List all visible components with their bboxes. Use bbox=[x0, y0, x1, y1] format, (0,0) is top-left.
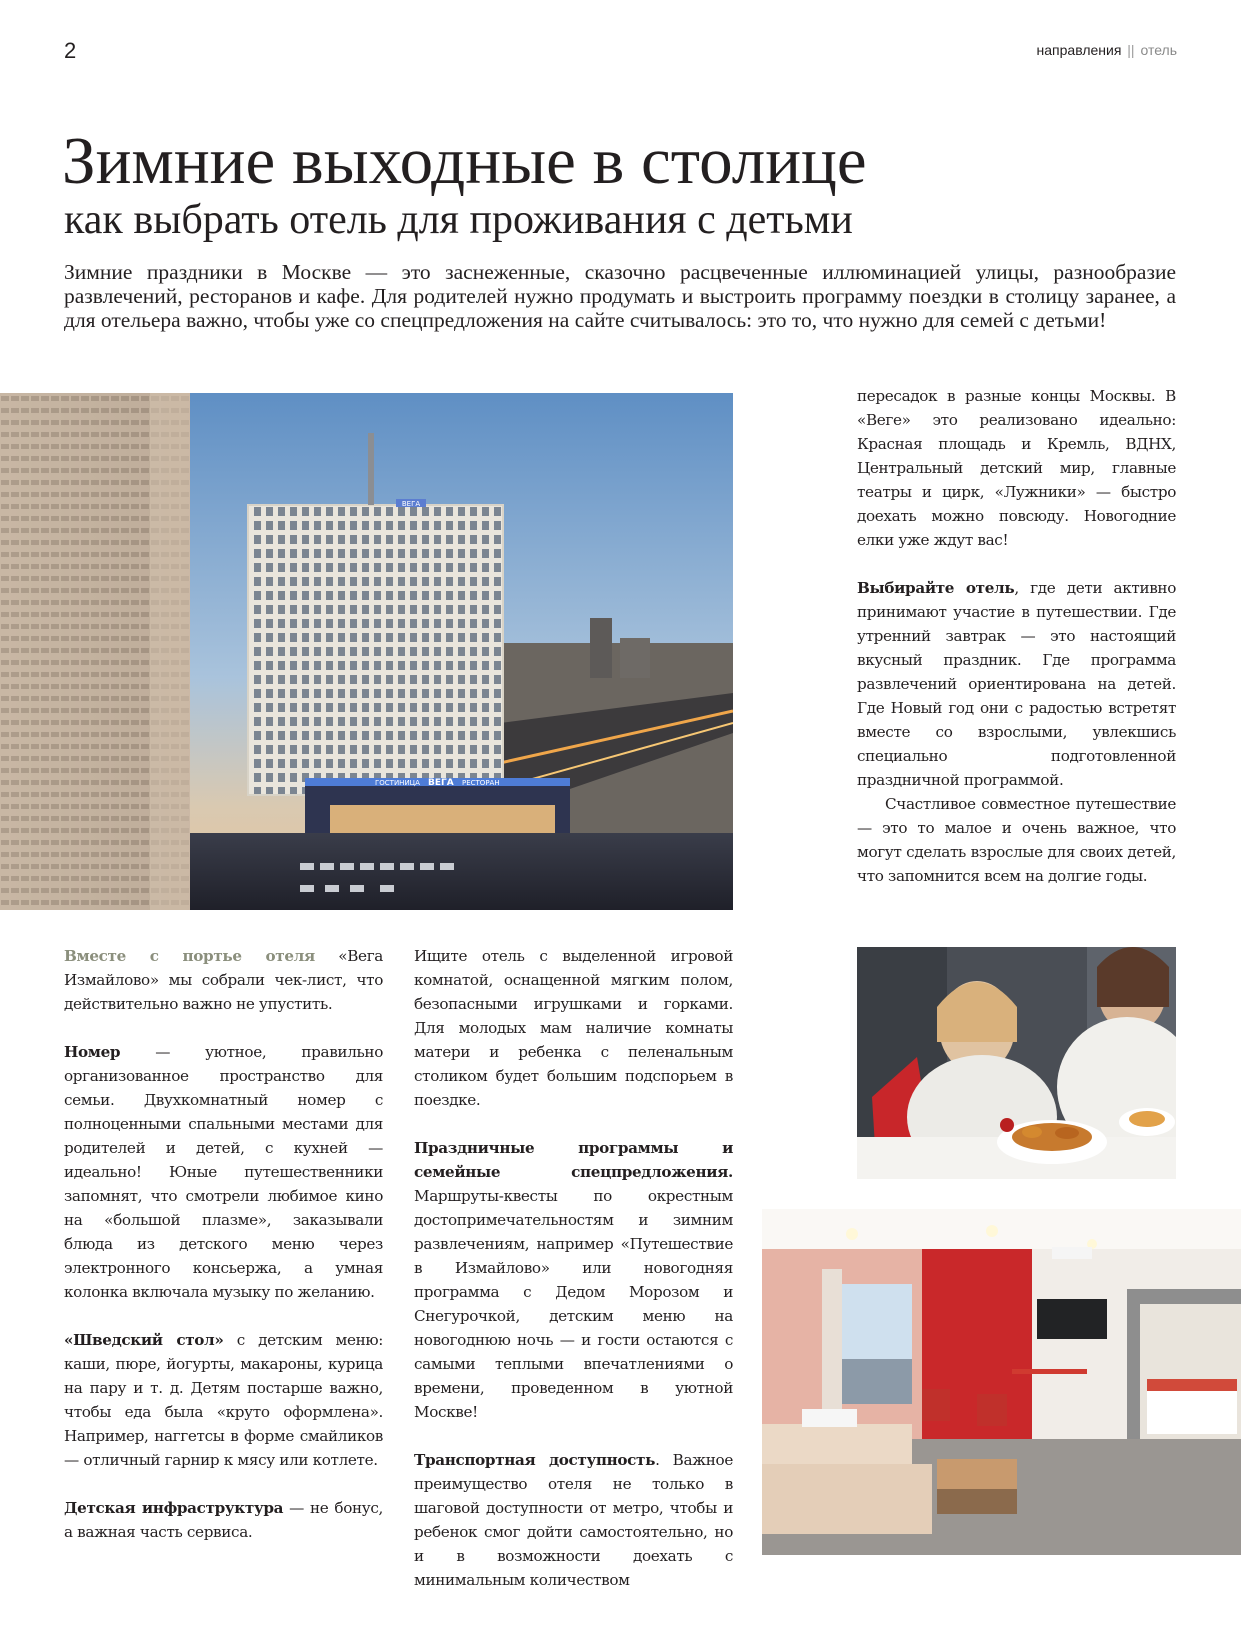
paragraph-holiday-programs: Праздничные программы и семейные спецпредложения. Маршруты-квесты по окрестным достопримечательностям и зимним развлечениям, например «Путешествие в Измайлово» или новогодняя программа с Дедом Морозом и Снегурочкой, детским меню на новогоднюю ночь — и гости остаются с самыми теплыми впечатлениями о времени, проведенном в уютной Москве! bbox=[414, 1139, 733, 1421]
article-subtitle: как выбрать отель для проживания с детьми bbox=[64, 197, 853, 243]
hotel-sign-name: ВЕГА bbox=[428, 778, 454, 788]
paragraph-buffet: «Шведский стол» с детским меню: каши, пюре, йогурты, макароны, курица на пару и т. д. Детям постарше важно, чтобы еда была «круто оформлена». Например, наггетсы в форме смайликов — отличный гарнир к мясу или котлете. bbox=[64, 1331, 383, 1469]
section-label: направления bbox=[1036, 42, 1122, 58]
paragraph-transport: Транспортная доступность. Важное преимущество отеля не только в шаговой доступности от метро, чтобы и ребенок смог дойти самостоятельно, но и в возможности доехать с минимальным количеством bbox=[414, 1451, 733, 1589]
hotel-sign-hotel: ГОСТИНИЦА bbox=[375, 779, 420, 787]
hotel-building-photo bbox=[0, 393, 733, 910]
family-breakfast-photo bbox=[857, 947, 1176, 1179]
page-number: 2 bbox=[64, 38, 77, 63]
paragraph-room: Номер — уютное, правильно организованное пространство для семьи. Двухкомнатный номер с полноценными спальными местами для родителей и детей, с кухней — идеально! Юные путешественники запомнят, что смотрели любимое кино на «большой плазме», заказывали блюда из детского меню через электронного консьержа, а умная колонка включала музыку по желанию. bbox=[64, 1043, 383, 1301]
category-label: отель bbox=[1140, 42, 1177, 58]
hotel-room-photo bbox=[762, 1209, 1241, 1555]
paragraph-kids-infrastructure: Детская инфраструктура — не бонус, а важная часть сервиса. bbox=[64, 1499, 383, 1541]
hotel-roof-sign: ВЕГА bbox=[401, 500, 421, 508]
paragraph-transport-continued: пересадок в разные концы Москвы. В «Веге» это реализовано идеально: Красная площадь и Кремль, ВДНХ, Центральный детский мир, главные театры и цирк, «Лужники» — быстро доехать можно повсюду. Новогодние елки уже ждут вас! bbox=[857, 387, 1176, 549]
text-column-3 bbox=[857, 384, 1176, 888]
paragraph-choose-hotel: Выбирайте отель, где дети активно принимают участие в путешествии. Где утренний завтрак — это настоящий вкусный праздник. Где программа развлечений ориентирована на детей. Где Новый год они с радостью встретят вместе со взрослыми, увлекшись специально подготовленной праздничной программой. bbox=[857, 579, 1177, 789]
article-lead: Зимние праздники в Москве — это заснеженные, сказочно расцвеченные иллюминацией улицы, разнообразие развлечений, ресторанов и кафе. Для родителей нужно продумать и выстроить программу поездки в столицу заранее, а для отельера важно, чтобы уже со спецпредложения на сайте считывалось: это то, что нужно для семей с детьми! bbox=[64, 260, 1176, 332]
section-separator: || bbox=[1127, 42, 1135, 58]
paragraph-intro: Вместе с портье отеля «Вега Измайлово» мы собрали чек-лист, что действительно важно не упустить. bbox=[64, 947, 384, 1013]
running-head bbox=[1037, 42, 1177, 58]
paragraph-conclusion: Счастливое совместное путешествие — это то малое и очень важное, что могут сделать взрослые для своих детей, что запомнится всем на долгие годы. bbox=[857, 795, 1176, 885]
text-column-2 bbox=[414, 944, 733, 1592]
text-column-1 bbox=[64, 944, 383, 1544]
paragraph-playroom: Ищите отель с выделенной игровой комнатой, оснащенной мягким полом, безопасными игрушками и горками. Для молодых мам наличие комнаты матери и ребенка с пеленальным столиком будет большим подспорьем в поездке. bbox=[414, 947, 733, 1109]
hotel-sign-restaurant: РЕСТОРАН bbox=[462, 779, 500, 787]
article-title: Зимние выходные в столице bbox=[62, 124, 867, 198]
